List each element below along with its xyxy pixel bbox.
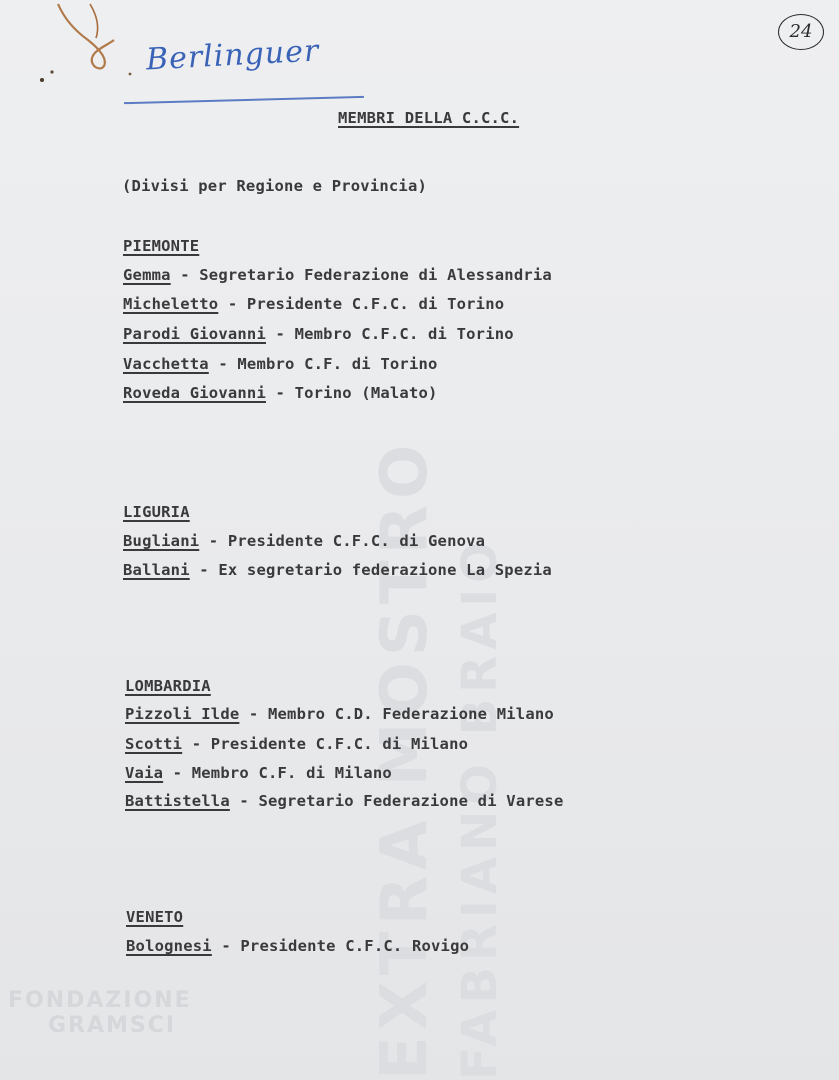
member-name: Parodi Giovanni	[123, 325, 266, 343]
member-role: - Membro C.D. Federazione Milano	[239, 705, 554, 723]
member-name: Scotti	[125, 735, 183, 753]
handwritten-name: Berlinguer	[145, 33, 321, 78]
paper-watermark: EXTRA MOSTRO	[368, 438, 442, 1080]
document-title: MEMBRI DELLA C.C.C.	[338, 109, 520, 127]
member-name: Vacchetta	[123, 355, 209, 373]
member-name: Ballani	[123, 561, 190, 579]
member-entry	[123, 355, 438, 373]
page-number: 24	[778, 14, 824, 50]
member-entry	[123, 384, 438, 402]
paper-watermark-secondary: FABRIANO BRAIO	[452, 535, 508, 1080]
member-role: - Membro C.F.C. di Torino	[265, 325, 514, 343]
region-heading: VENETO	[126, 908, 184, 926]
handwritten-underline	[124, 96, 364, 104]
member-entry	[125, 764, 392, 782]
member-name: Vaia	[125, 764, 164, 782]
member-entry	[125, 735, 468, 753]
region-heading: LIGURIA	[123, 503, 190, 521]
member-role: - Segretario Federazione di Alessandria	[170, 266, 552, 284]
rust-stain-icon	[30, 0, 150, 90]
member-role: - Presidente C.F.C. di Torino	[218, 295, 505, 313]
member-entry	[123, 532, 485, 550]
member-entry	[123, 295, 504, 313]
member-name: Bugliani	[123, 532, 200, 550]
member-entry	[125, 705, 554, 723]
member-role: - Torino (Malato)	[265, 384, 438, 402]
region-heading: LOMBARDIA	[125, 677, 211, 695]
member-role: - Presidente C.F.C. di Milano	[182, 735, 469, 753]
logo-line-1: FONDAZIONE	[8, 988, 192, 1013]
member-entry	[125, 792, 563, 810]
member-role: - Membro C.F. di Torino	[208, 355, 438, 373]
member-name: Roveda Giovanni	[123, 384, 266, 402]
member-entry	[126, 937, 469, 955]
logo-line-2: GRAMSCI	[48, 1013, 177, 1038]
member-role: - Segretario Federazione di Varese	[229, 792, 564, 810]
region-heading: PIEMONTE	[123, 237, 200, 255]
member-name: Pizzoli Ilde	[125, 705, 240, 723]
document-subtitle: (Divisi per Regione e Provincia)	[122, 177, 428, 195]
member-name: Battistella	[125, 792, 230, 810]
archive-logo	[8, 988, 192, 1038]
member-entry	[123, 266, 552, 284]
member-role: - Membro C.F. di Milano	[163, 764, 392, 782]
member-entry	[123, 325, 514, 343]
member-role: - Presidente C.F.C. di Genova	[199, 532, 486, 550]
member-name: Bolognesi	[126, 937, 212, 955]
member-entry	[123, 561, 552, 579]
member-name: Gemma	[123, 266, 171, 284]
member-role: - Presidente C.F.C. Rovigo	[211, 937, 470, 955]
member-name: Micheletto	[123, 295, 219, 313]
member-role: - Ex segretario federazione La Spezia	[189, 561, 552, 579]
